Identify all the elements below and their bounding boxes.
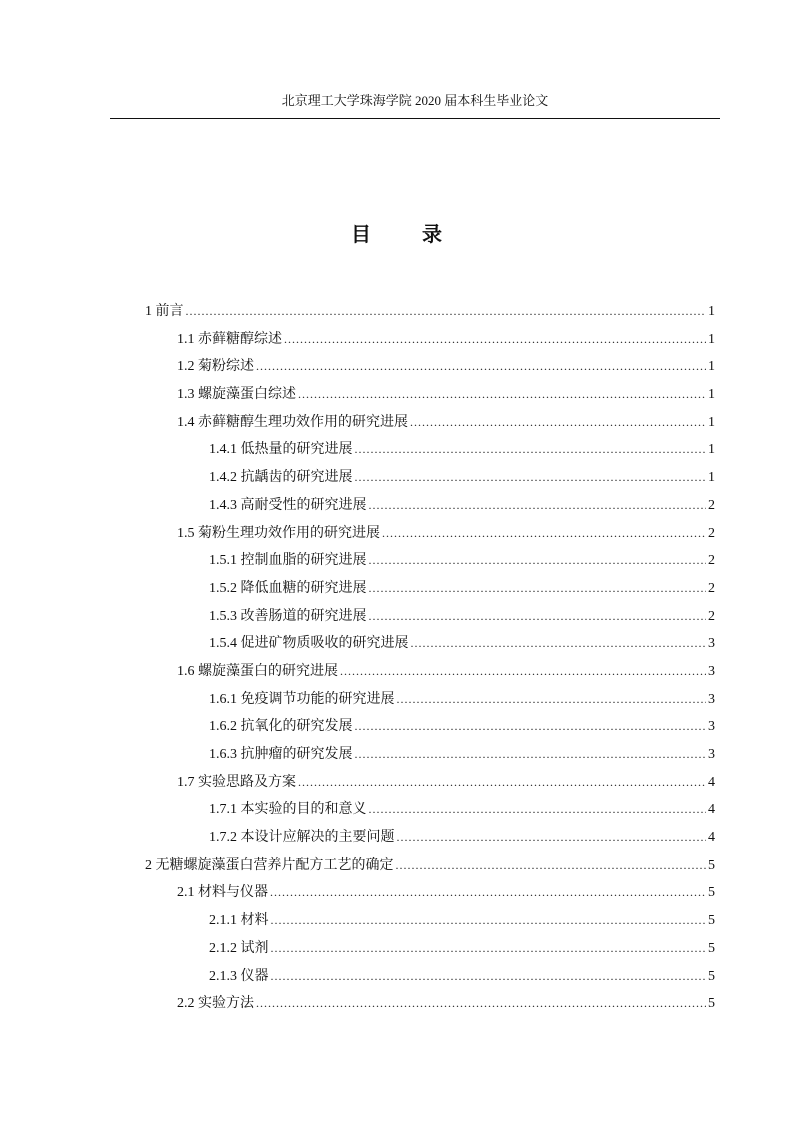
toc-title: 目 录 — [351, 222, 464, 246]
toc-entry[interactable] — [145, 907, 715, 935]
toc-entry[interactable] — [145, 713, 715, 741]
toc-page-number: 2 — [708, 525, 715, 541]
toc-page-number: 1 — [708, 304, 715, 319]
toc-page-number: 1 — [708, 414, 715, 430]
toc-dot-leader — [397, 824, 707, 852]
toc-page-number: 4 — [708, 774, 715, 790]
toc-entry-title: 1.7.2 本设计应解决的主要问题 — [209, 830, 395, 846]
toc-entry[interactable] — [145, 492, 715, 520]
toc-entry-title: 1.5.2 降低血糖的研究进展 — [209, 580, 367, 596]
toc-entry[interactable] — [145, 741, 715, 769]
toc-dot-leader — [271, 935, 707, 963]
toc-entry[interactable] — [145, 658, 715, 686]
toc-page-number: 2 — [708, 580, 715, 596]
toc-entry-title: 1.6.1 免疫调节功能的研究进展 — [209, 691, 395, 707]
toc-dot-leader — [340, 658, 706, 686]
toc-entry[interactable] — [145, 852, 715, 880]
toc-dot-leader — [256, 990, 706, 1018]
toc-entry[interactable] — [145, 796, 715, 824]
toc-entry[interactable] — [145, 326, 715, 354]
toc-page-number: 3 — [708, 636, 715, 652]
toc-entry[interactable] — [145, 409, 715, 437]
toc-dot-leader — [382, 520, 706, 548]
toc-entry-title: 1.5 菊粉生理功效作用的研究进展 — [177, 525, 380, 541]
toc-page-number: 3 — [708, 663, 715, 679]
toc-entry-title: 1.7.1 本实验的目的和意义 — [209, 802, 367, 818]
toc-dot-leader — [369, 603, 707, 631]
toc-entry-title: 2 无糖螺旋藻蛋白营养片配方工艺的确定 — [145, 857, 394, 873]
toc-dot-leader — [298, 381, 706, 409]
toc-page-number: 3 — [708, 747, 715, 762]
toc-entry[interactable] — [145, 547, 715, 575]
toc-page-number: 1 — [708, 387, 715, 403]
toc-page-number: 5 — [708, 913, 715, 929]
toc-entry-title: 1.4.2 抗龋齿的研究进展 — [209, 470, 353, 486]
toc-entry-title: 1.4 赤藓糖醇生理功效作用的研究进展 — [177, 414, 408, 430]
toc-entry[interactable] — [145, 769, 715, 797]
toc-dot-leader — [256, 353, 706, 381]
toc-entry[interactable] — [145, 353, 715, 381]
toc-page-number: 4 — [708, 830, 715, 846]
page-header: 北京理工大学珠海学院 2020 届本科生毕业论文 — [281, 93, 549, 108]
toc-entry-title: 2.1.3 仪器 — [209, 968, 269, 984]
toc-dot-leader — [186, 298, 707, 326]
toc-page-number: 1 — [708, 359, 715, 375]
toc-entry[interactable] — [145, 963, 715, 991]
toc-entry[interactable] — [145, 686, 715, 714]
toc-dot-leader — [271, 963, 707, 991]
toc-dot-leader — [396, 852, 707, 880]
toc-entry[interactable] — [145, 824, 715, 852]
header-rule — [110, 118, 720, 119]
toc-entry[interactable] — [145, 990, 715, 1018]
toc-dot-leader — [369, 575, 707, 603]
toc-page-number: 1 — [708, 331, 715, 347]
toc-entry-title: 2.1.1 材料 — [209, 913, 269, 929]
toc-page-number: 1 — [708, 442, 715, 458]
toc-entry-title: 1.6.3 抗肿瘤的研究发展 — [209, 747, 353, 762]
toc-entry-title: 1.5.1 控制血脂的研究进展 — [209, 553, 367, 569]
toc-entry[interactable] — [145, 630, 715, 658]
toc-page-number: 4 — [708, 802, 715, 818]
toc-dot-leader — [298, 769, 706, 797]
table-of-contents — [145, 298, 715, 1018]
toc-entry-title: 1.4.3 高耐受性的研究进展 — [209, 497, 367, 513]
toc-entry-title: 1.1 赤藓糖醇综述 — [177, 331, 282, 347]
toc-page-number: 2 — [708, 497, 715, 513]
toc-dot-leader — [284, 326, 706, 354]
toc-dot-leader — [369, 547, 707, 575]
toc-page-number: 2 — [708, 608, 715, 624]
toc-entry-title: 1.6.2 抗氧化的研究发展 — [209, 719, 353, 735]
toc-page-number: 5 — [708, 857, 715, 873]
toc-entry-title: 1.6 螺旋藻蛋白的研究进展 — [177, 663, 338, 679]
toc-entry[interactable] — [145, 381, 715, 409]
toc-dot-leader — [369, 796, 707, 824]
toc-entry-title: 1 前言 — [145, 304, 184, 319]
toc-dot-leader — [355, 713, 707, 741]
toc-entry-title: 2.2 实验方法 — [177, 996, 254, 1012]
toc-dot-leader — [355, 464, 707, 492]
toc-page-number: 5 — [708, 996, 715, 1012]
toc-entry-title: 1.3 螺旋藻蛋白综述 — [177, 387, 296, 403]
toc-dot-leader — [355, 436, 707, 464]
toc-entry-title: 1.2 菊粉综述 — [177, 359, 254, 375]
toc-entry-title: 1.5.3 改善肠道的研究进展 — [209, 608, 367, 624]
toc-page-number: 3 — [708, 691, 715, 707]
toc-entry[interactable] — [145, 464, 715, 492]
toc-dot-leader — [270, 879, 706, 907]
toc-entry[interactable] — [145, 879, 715, 907]
toc-dot-leader — [271, 907, 707, 935]
toc-dot-leader — [411, 630, 707, 658]
toc-entry[interactable] — [145, 436, 715, 464]
toc-entry[interactable] — [145, 603, 715, 631]
toc-entry[interactable] — [145, 935, 715, 963]
toc-entry-title: 2.1 材料与仪器 — [177, 885, 268, 901]
toc-entry[interactable] — [145, 575, 715, 603]
toc-page-number: 1 — [708, 470, 715, 486]
toc-entry[interactable] — [145, 520, 715, 548]
toc-dot-leader — [369, 492, 707, 520]
toc-entry-title: 1.4.1 低热量的研究进展 — [209, 442, 353, 458]
toc-entry[interactable] — [145, 298, 715, 326]
toc-dot-leader — [410, 409, 706, 437]
toc-page-number: 5 — [708, 968, 715, 984]
toc-page-number: 5 — [708, 885, 715, 901]
toc-entry-title: 1.5.4 促进矿物质吸收的研究进展 — [209, 636, 409, 652]
toc-page-number: 5 — [708, 940, 715, 956]
toc-page-number: 3 — [708, 719, 715, 735]
toc-entry-title: 1.7 实验思路及方案 — [177, 774, 296, 790]
toc-entry-title: 2.1.2 试剂 — [209, 940, 269, 956]
toc-dot-leader — [397, 686, 707, 714]
toc-dot-leader — [355, 741, 707, 769]
toc-page-number: 2 — [708, 553, 715, 569]
